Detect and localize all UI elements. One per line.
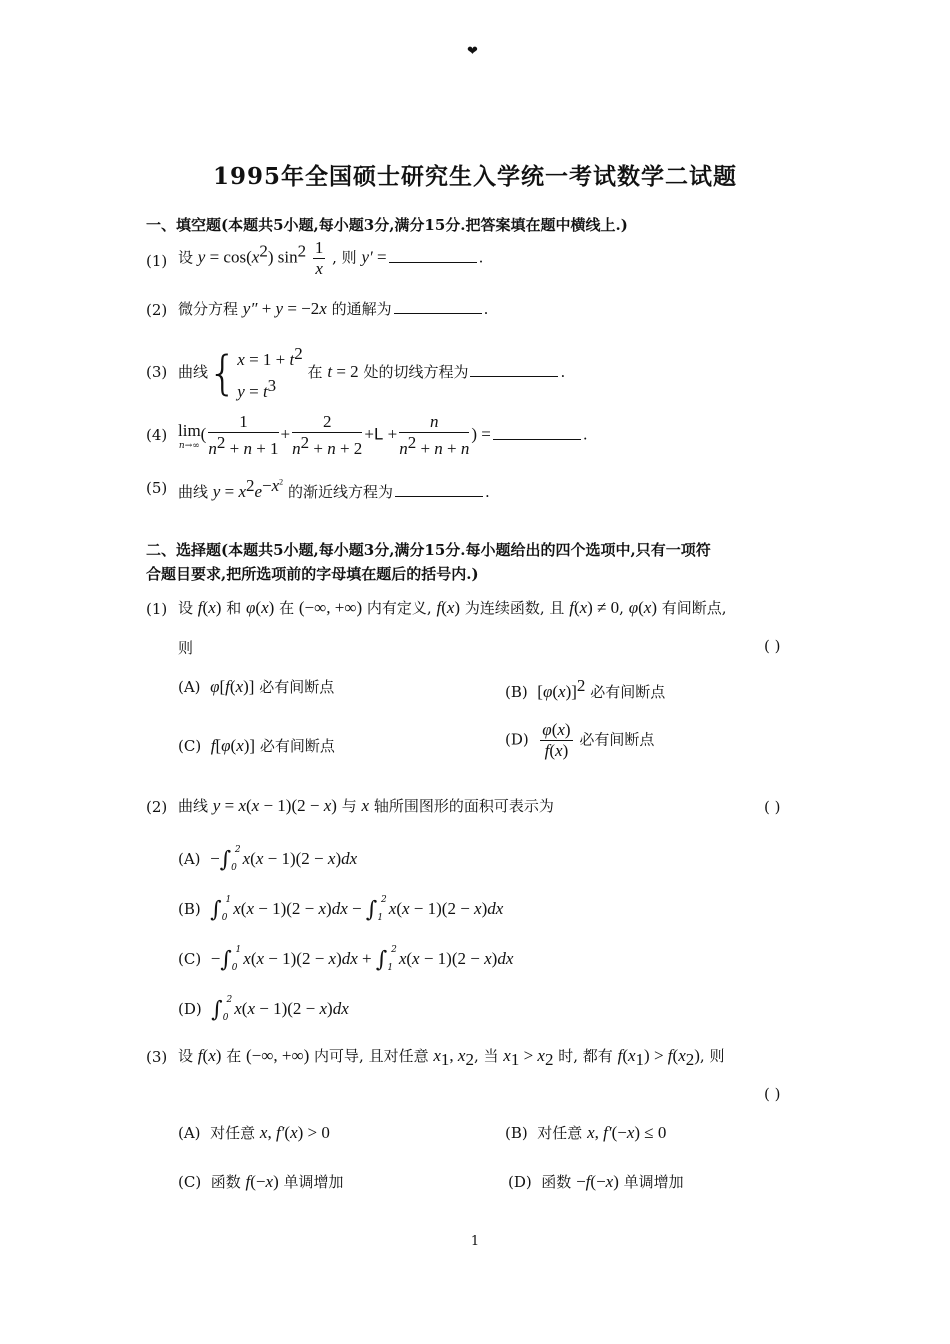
s1-q4-limit: lim n→∞ bbox=[178, 420, 201, 451]
option-label: (D) bbox=[508, 1173, 532, 1191]
s2-q2-answer-paren[interactable]: ( ) bbox=[764, 798, 781, 816]
s1-q3-brace: { bbox=[208, 346, 238, 400]
s1-q1-body: 设 $y = \cos(x^2)$ $\sin^2$ $\frac{1}{x}$ , 则 y′ = . bbox=[178, 238, 484, 278]
s2-q3-option-c[interactable]: (C) 函数 f(−x) 单调增加 bbox=[178, 1172, 344, 1191]
s2-q3-t5: 时, 都有 bbox=[558, 1047, 613, 1065]
option-text: 函数 bbox=[210, 1173, 241, 1191]
s2-q2-pre: 曲线 bbox=[178, 797, 209, 815]
s1-q1-answer-blank[interactable] bbox=[389, 248, 477, 263]
s1-q1-formula: y bbox=[197, 247, 206, 267]
s2-q3-t1: 设 bbox=[178, 1047, 194, 1065]
s1-q5-body: 曲线 $y = x^2e^{-x^2}$ 的渐近线方程为 . bbox=[178, 476, 490, 501]
s1-q2-pre: 微分方程 bbox=[178, 300, 239, 318]
s1-q2-number: (2) bbox=[146, 301, 168, 319]
option-text-post: 单调增加 bbox=[623, 1173, 684, 1191]
s2-q3-t4: , 当 bbox=[473, 1047, 499, 1065]
s2-q1-t4: 内有定义, bbox=[366, 599, 432, 617]
s1-q3-post: 处的切线方程为 bbox=[363, 363, 469, 381]
s2-q1-option-c[interactable]: (C) f[φ(x)] 必有间断点 bbox=[178, 736, 335, 755]
s1-q5-number: (5) bbox=[146, 479, 168, 497]
option-text: 对任意 bbox=[210, 1124, 256, 1142]
s1-q1-post: , 则 bbox=[332, 248, 357, 267]
s1-q3-system: $x = 1 + t^2$ $y = t^3$ bbox=[237, 344, 303, 401]
s1-q3-answer-blank[interactable] bbox=[470, 362, 558, 377]
s2-q2-body: 曲线 y = x(x − 1)(2 − x) 与 x 轴所围图形的面积可表示为 bbox=[178, 796, 554, 815]
s1-q5-post: 的渐近线方程为 bbox=[287, 483, 393, 501]
option-text: 必有间断点 bbox=[259, 737, 335, 755]
header-heart-mark: ❤ bbox=[467, 44, 478, 59]
option-label: (D) bbox=[505, 730, 529, 749]
s1-q1-fraction: $\frac{1}{x}$ bbox=[314, 238, 324, 278]
option-text: 必有间断点 bbox=[259, 678, 335, 696]
option-label: (D) bbox=[178, 1000, 202, 1018]
s1-q3-mid: 在 bbox=[307, 363, 323, 381]
page-number: 1 bbox=[470, 1234, 480, 1249]
s2-q2-mid: 与 bbox=[341, 797, 357, 815]
s2-q2-option-d[interactable]: (D) $\int_0^2$ x(x − 1)(2 − x)dx bbox=[178, 995, 349, 1023]
s2-q1-t3: 在 bbox=[279, 599, 295, 617]
s2-q2-post: 轴所围图形的面积可表示为 bbox=[373, 797, 554, 815]
option-text: 必有间断点 bbox=[590, 683, 666, 701]
s2-q1-t1: 设 bbox=[178, 599, 194, 617]
s1-q2-body: 微分方程 y″ + y = −2x 的通解为 . bbox=[178, 299, 489, 318]
option-label: (A) bbox=[178, 850, 201, 868]
s2-q2-option-c[interactable]: $(C) -\int_0^1$ $x(x - 1)(2 - x)dx + \int_1^2$ x(x − 1)(2 − x)dx bbox=[178, 945, 514, 973]
s1-q1-pre: 设 bbox=[178, 248, 194, 267]
option-label: (A) bbox=[178, 678, 201, 696]
s2-q3-answer-paren[interactable]: ( ) bbox=[764, 1085, 781, 1103]
s2-q1-option-d[interactable]: (D) $\frac{\varphi(x)}{f(x)}$ 必有间断点 bbox=[505, 720, 655, 760]
option-label: (C) bbox=[178, 737, 202, 755]
s2-q1-option-b[interactable]: (B) $[\varphi(x)]^2$ 必有间断点 bbox=[505, 676, 666, 701]
s1-q4-answer-blank[interactable] bbox=[493, 425, 581, 440]
s2-q3-t2: 在 bbox=[226, 1047, 242, 1065]
section2-heading-line2: 合题目要求,把所选项前的字母填在题后的括号内.) bbox=[146, 565, 479, 583]
s1-q3-number: (3) bbox=[146, 363, 168, 381]
s1-q3-body: 曲线{ $x = 1 + t^2$ $y = t^3$ 在 t = 2 处的切线方程为 . bbox=[178, 341, 565, 405]
s1-q2-post: 的通解为 bbox=[331, 300, 392, 318]
option-text: 函数 bbox=[541, 1173, 572, 1191]
option-text: 必有间断点 bbox=[579, 730, 655, 749]
s2-q3-t6: , 则 bbox=[699, 1047, 725, 1065]
s2-q1-answer-paren[interactable]: ( ) bbox=[764, 637, 781, 655]
option-label: (B) bbox=[505, 1124, 528, 1142]
option-label: (B) bbox=[178, 900, 201, 918]
s1-q4-number: (4) bbox=[146, 426, 168, 444]
s2-q1-t2: 和 bbox=[226, 599, 242, 617]
s1-q2-answer-blank[interactable] bbox=[394, 299, 482, 314]
option-text-post: 单调增加 bbox=[283, 1173, 344, 1191]
s1-q4-body: lim n→∞ ( $\frac{1}{n^2 + n + 1}$ + $\frac{2}{n^2 + n + 2}$ +L + $\frac{n}{n^2 + n + n}$ ) = . bbox=[178, 412, 588, 458]
option-label: (C) bbox=[178, 950, 202, 968]
s2-q2-option-b[interactable]: (B) $\int_0^1$ $x(x - 1)(2 - x)dx - \int_1^2$ x(x − 1)(2 − x)dx bbox=[178, 895, 504, 923]
s2-q1-t6: , bbox=[619, 599, 624, 617]
option-label: (C) bbox=[178, 1173, 202, 1191]
s2-q3-t3: 内可导, 且对任意 bbox=[314, 1047, 429, 1065]
s2-q1-line2: 则 bbox=[178, 639, 194, 657]
s1-q5-pre: 曲线 bbox=[178, 483, 209, 501]
s2-q3-option-a[interactable]: (A) 对任意 x, f′(x) > 0 bbox=[178, 1123, 330, 1142]
s2-q3-number: (3) bbox=[146, 1048, 168, 1066]
s2-q3-option-b[interactable]: (B) 对任意 x, f′(−x) ≤ 0 bbox=[505, 1123, 667, 1142]
page-title: 1995年全国硕士研究生入学统一考试数学二试题 bbox=[212, 163, 737, 190]
s1-q3-pre: 曲线 bbox=[178, 363, 209, 381]
section1-heading: 一、填空题(本题共5小题,每小题3分,满分15分.把答案填在题中横线上.) bbox=[146, 216, 628, 234]
section2-heading-line1: 二、选择题(本题共5小题,每小题3分,满分15分.每小题给出的四个选项中,只有一项符 bbox=[146, 541, 711, 559]
s2-q1-number: (1) bbox=[146, 600, 168, 618]
s2-q1-t7: 有间断点, bbox=[661, 599, 727, 617]
s2-q1-t5: 为连续函数, 且 bbox=[464, 599, 565, 617]
s1-q5-answer-blank[interactable] bbox=[395, 482, 483, 497]
option-text: 对任意 bbox=[537, 1124, 583, 1142]
option-label: (A) bbox=[178, 1124, 201, 1142]
s2-q3-option-d[interactable]: (D) 函数 −f(−x) 单调增加 bbox=[508, 1172, 684, 1191]
s2-q1-line1: 设 f(x) 和 φ(x) 在 (−∞, +∞) 内有定义, f(x) 为连续函数, 且 f(x) ≠ 0, φ(x) 有间断点, bbox=[178, 598, 727, 617]
s2-q2-option-a[interactable]: $(A) -\int_0^2$ x(x − 1)(2 − x)dx bbox=[178, 845, 358, 873]
s2-q1-option-a[interactable]: (A) φ[f(x)] 必有间断点 bbox=[178, 677, 335, 696]
option-label: (B) bbox=[505, 683, 528, 701]
s2-q3-body: 设 f(x) 在 (−∞, +∞) 内可导, 且对任意 $x_1$, $x_2$, 当 $x_1 > x_2$ 时, 都有 $f(x_1) > f(x_2)$, 则 bbox=[178, 1046, 725, 1069]
s2-q2-number: (2) bbox=[146, 798, 168, 816]
s1-q1-number: (1) bbox=[146, 252, 168, 270]
